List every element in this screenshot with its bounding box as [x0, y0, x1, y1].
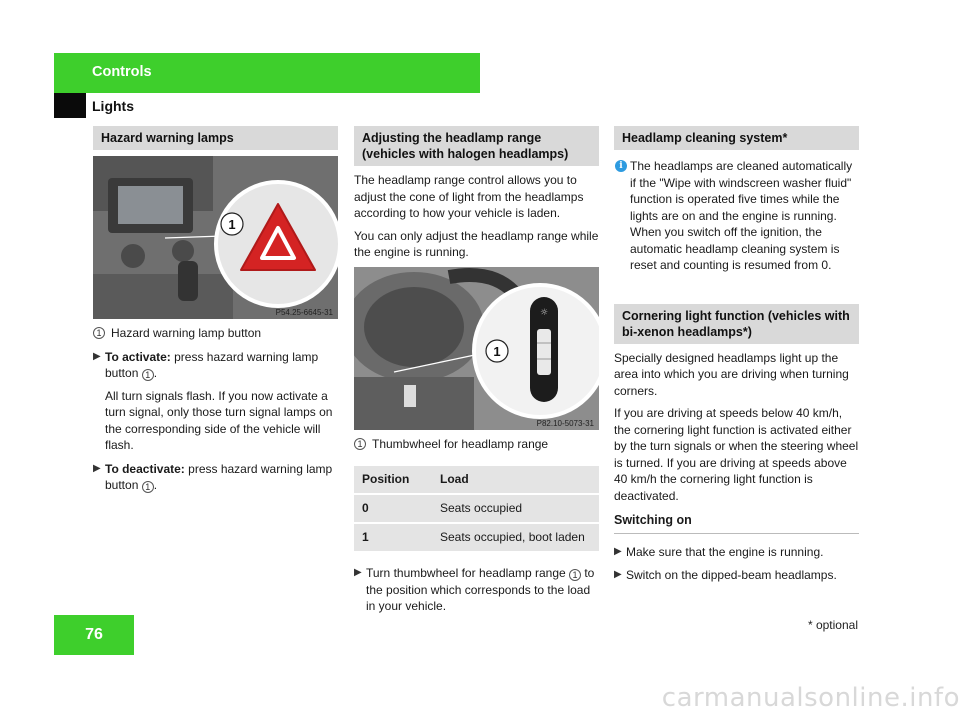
info-icon: i: [615, 160, 627, 172]
header-marker: [54, 93, 86, 118]
column-header: Load: [432, 466, 599, 493]
table-header-row: [354, 466, 599, 493]
arrow-icon: ▶: [354, 567, 362, 578]
table-cell: Seats occupied, boot laden: [432, 524, 599, 551]
table-cell: 0: [354, 495, 432, 522]
paragraph: You can only adjust the headlamp range while the engine is running.: [354, 228, 599, 259]
hazard-caption: [93, 325, 338, 342]
thumbwheel-photo: [354, 267, 599, 430]
paragraph: If you are driving at speeds below 40 km/h, the cornering light function is activated either by the turn signals or when the steering wheel is turned. If you are driving at speeds above 40 km/h the cornering light function is deactivated.: [614, 406, 859, 503]
callout-marker: 1: [569, 569, 581, 581]
heading-cleaning: Headlamp cleaning system*: [614, 126, 859, 150]
column-hazard: [93, 126, 338, 494]
header-bar: [54, 53, 480, 93]
step-deactivate: [93, 461, 338, 494]
arrow-icon: ▶: [614, 569, 622, 580]
subsection-title: Lights: [92, 98, 134, 114]
info-text: The headlamps are cleaned automatically if the "Wipe with windscreen washer fluid" function is operated five times while the lights are on and the engine is running. When you switch off the ignition, the automatic headlamp cleaning system is reset and counting is resumed from 0.: [630, 159, 853, 272]
step-dipped-beam: [614, 567, 859, 584]
step-activate: [93, 349, 338, 454]
thumbwheel-caption: [354, 436, 599, 453]
callout-marker: 1: [142, 481, 154, 493]
activate-note: All turn signals flash. If you now activate a turn signal, only those turn signal lamps on the corresponding side of the vehicle will flash.: [105, 388, 333, 452]
callout-marker: 1: [354, 438, 366, 450]
step-label: To deactivate:: [105, 461, 185, 476]
watermark: carmanualsonline.info: [661, 682, 960, 708]
photo-code: P82.10-5073-31: [536, 418, 594, 428]
table-row: [354, 495, 599, 522]
table-row: [354, 524, 599, 551]
arrow-icon: ▶: [93, 350, 101, 362]
arrow-icon: ▶: [93, 462, 101, 474]
caption-text: Hazard warning lamp button: [111, 326, 262, 340]
photo-code: P54.25-6645-31: [275, 308, 333, 317]
heading-cornering: Cornering light function (vehicles with bi-xenon headlamps*): [614, 304, 859, 344]
heading-headlamp-range: Adjusting the headlamp range (vehicles with halogen headlamps): [354, 126, 599, 166]
callout-marker: 1: [93, 327, 105, 339]
step-text: press hazard warning lamp button: [105, 349, 319, 380]
photo-callout: 1: [493, 343, 501, 359]
callout-marker: 1: [142, 369, 154, 381]
table-cell: 1: [354, 524, 432, 551]
caption-text: Thumbwheel for headlamp range: [372, 436, 549, 451]
column-header: Position: [354, 466, 432, 493]
photo-callout: 1: [228, 217, 236, 232]
thumbwheel-illustration: [354, 267, 599, 430]
table-cell: Seats occupied: [432, 495, 599, 522]
svg-text:☼: ☼: [539, 307, 549, 318]
optional-note: * optional: [807, 618, 858, 632]
step-punct: .: [153, 366, 158, 380]
hazard-photo: [93, 156, 338, 319]
subheading-switching-on: Switching on: [614, 513, 692, 527]
divider: [614, 533, 859, 534]
column-headlamp-range: [354, 126, 599, 615]
step-text: press hazard warning lamp button: [105, 461, 333, 492]
paragraph: Specially designed headlamps light up the area into which you are driving when turning corners.: [614, 350, 849, 398]
info-note: [614, 158, 859, 274]
step-text: Make sure that the engine is running.: [626, 544, 824, 559]
step-turn-thumbwheel: [354, 565, 599, 615]
heading-hazard: Hazard warning lamps: [93, 126, 338, 150]
section-title: Controls: [92, 64, 152, 80]
step-text: Switch on the dipped-beam headlamps.: [626, 568, 837, 582]
arrow-icon: ▶: [614, 545, 622, 557]
dashboard-hazard-illustration: [93, 156, 338, 319]
column-cleaning-cornering: [614, 126, 859, 584]
step-punct: .: [153, 478, 158, 492]
step-engine-running: [614, 544, 859, 561]
step-text: Turn thumbwheel for headlamp range: [366, 566, 570, 580]
step-text: to the position which corresponds to the load in your vehicle.: [366, 566, 595, 613]
page-number: 76: [54, 615, 134, 655]
paragraph: The headlamp range control allows you to adjust the cone of light from the headlamps according to how your vehicle is laden.: [354, 173, 584, 220]
load-table: [354, 464, 599, 553]
step-label: To activate:: [105, 349, 171, 364]
